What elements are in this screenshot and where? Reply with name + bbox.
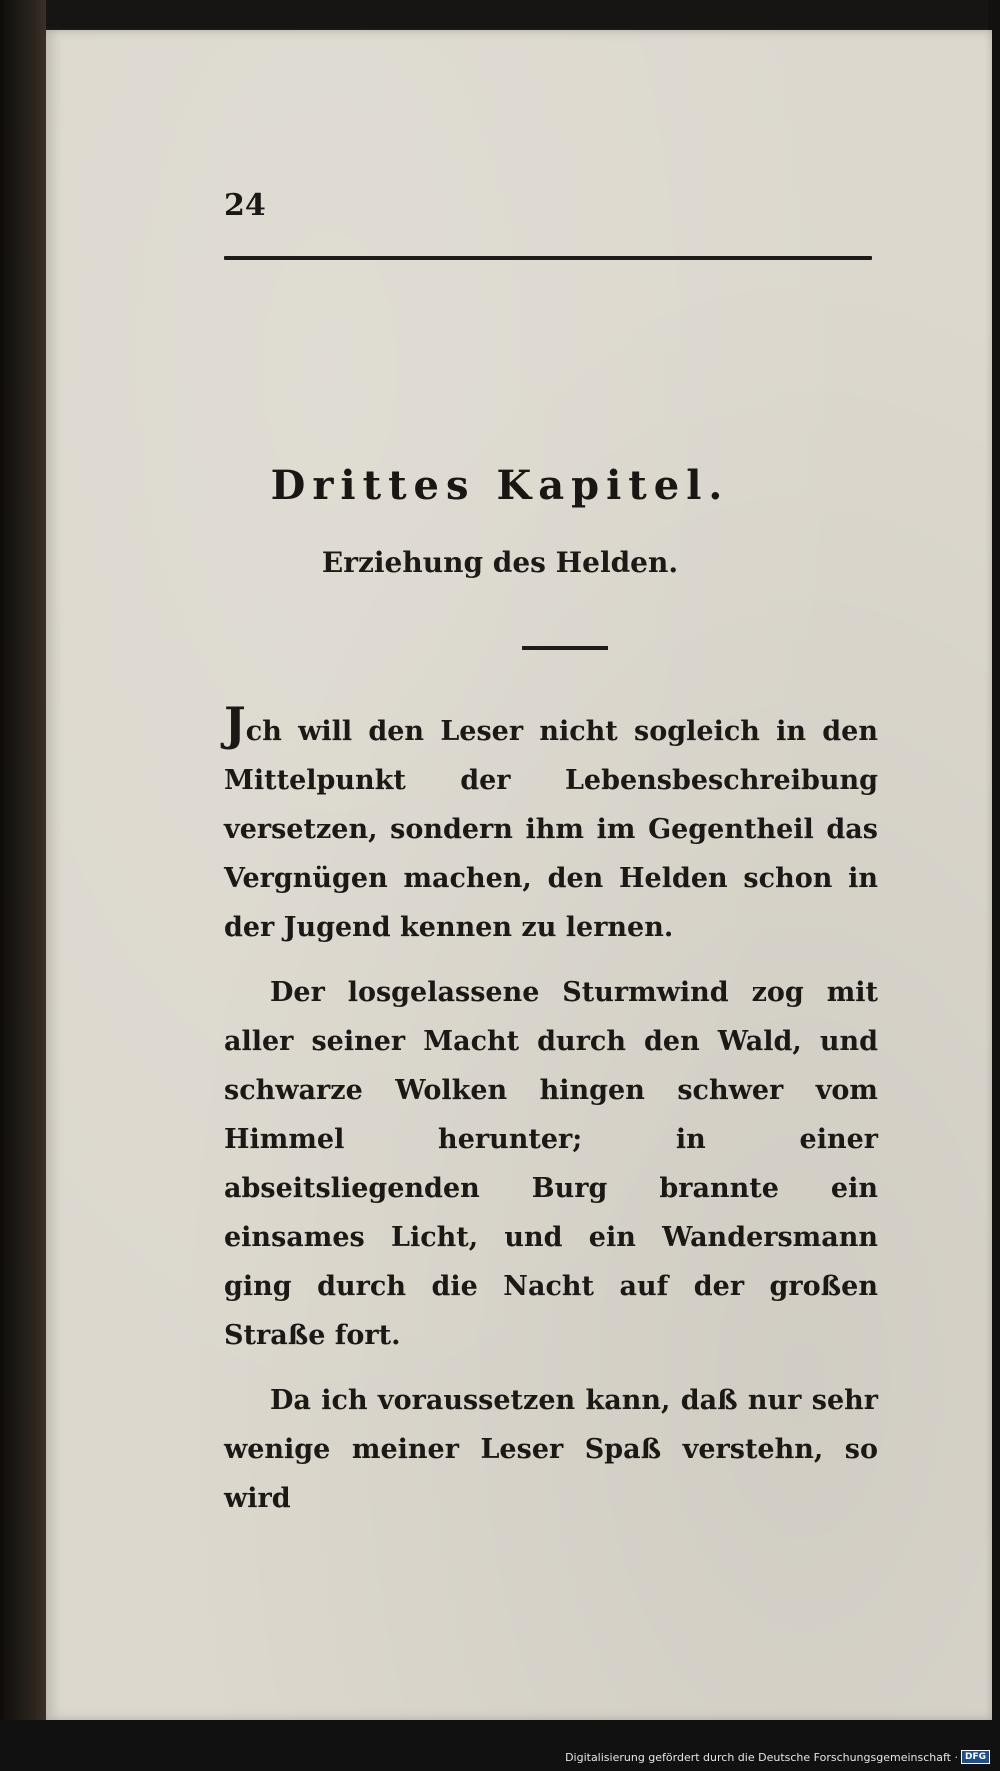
section-divider: [522, 646, 608, 650]
body-text: [224, 697, 878, 1539]
paragraph-1: [224, 697, 878, 952]
paragraph-3: Da ich voraussetzen kann, daß nur sehr wenige meiner Leser Spaß verstehn, so wird: [224, 1385, 878, 1514]
header-rule: [224, 256, 872, 260]
chapter-title: Drittes Kapitel.: [270, 462, 730, 509]
credit-text: Digitalisierung gefördert durch die Deutsche Forschungsgemeinschaft ·: [565, 1750, 958, 1764]
digitization-credit: [565, 1750, 990, 1764]
scan-top-edge: [0, 0, 1000, 28]
book-spine: [0, 0, 46, 1771]
initial-letter: J: [224, 697, 246, 751]
paragraph-2: Der losgelassene Sturmwind zog mit aller seiner Macht durch den Wald, und schwarze Wolken hingen schwer vom Himmel herunter; in einer abseitsliegenden Burg brannte ein einsames Licht, und ein Wandersmann ging durch die Nacht auf der großen Straße fort.: [224, 977, 878, 1351]
page-number: 24: [224, 188, 266, 223]
dfg-logo: DFG: [961, 1750, 990, 1764]
chapter-subtitle: Erziehung des Helden.: [321, 546, 679, 579]
paragraph-1-text: ch will den Leser nicht sogleich in den Mittelpunkt der Lebensbeschreibung versetzen, sondern ihm im Gegentheil das Vergnügen machen, den Helden schon in der Jugend kennen zu lernen.: [224, 716, 878, 943]
